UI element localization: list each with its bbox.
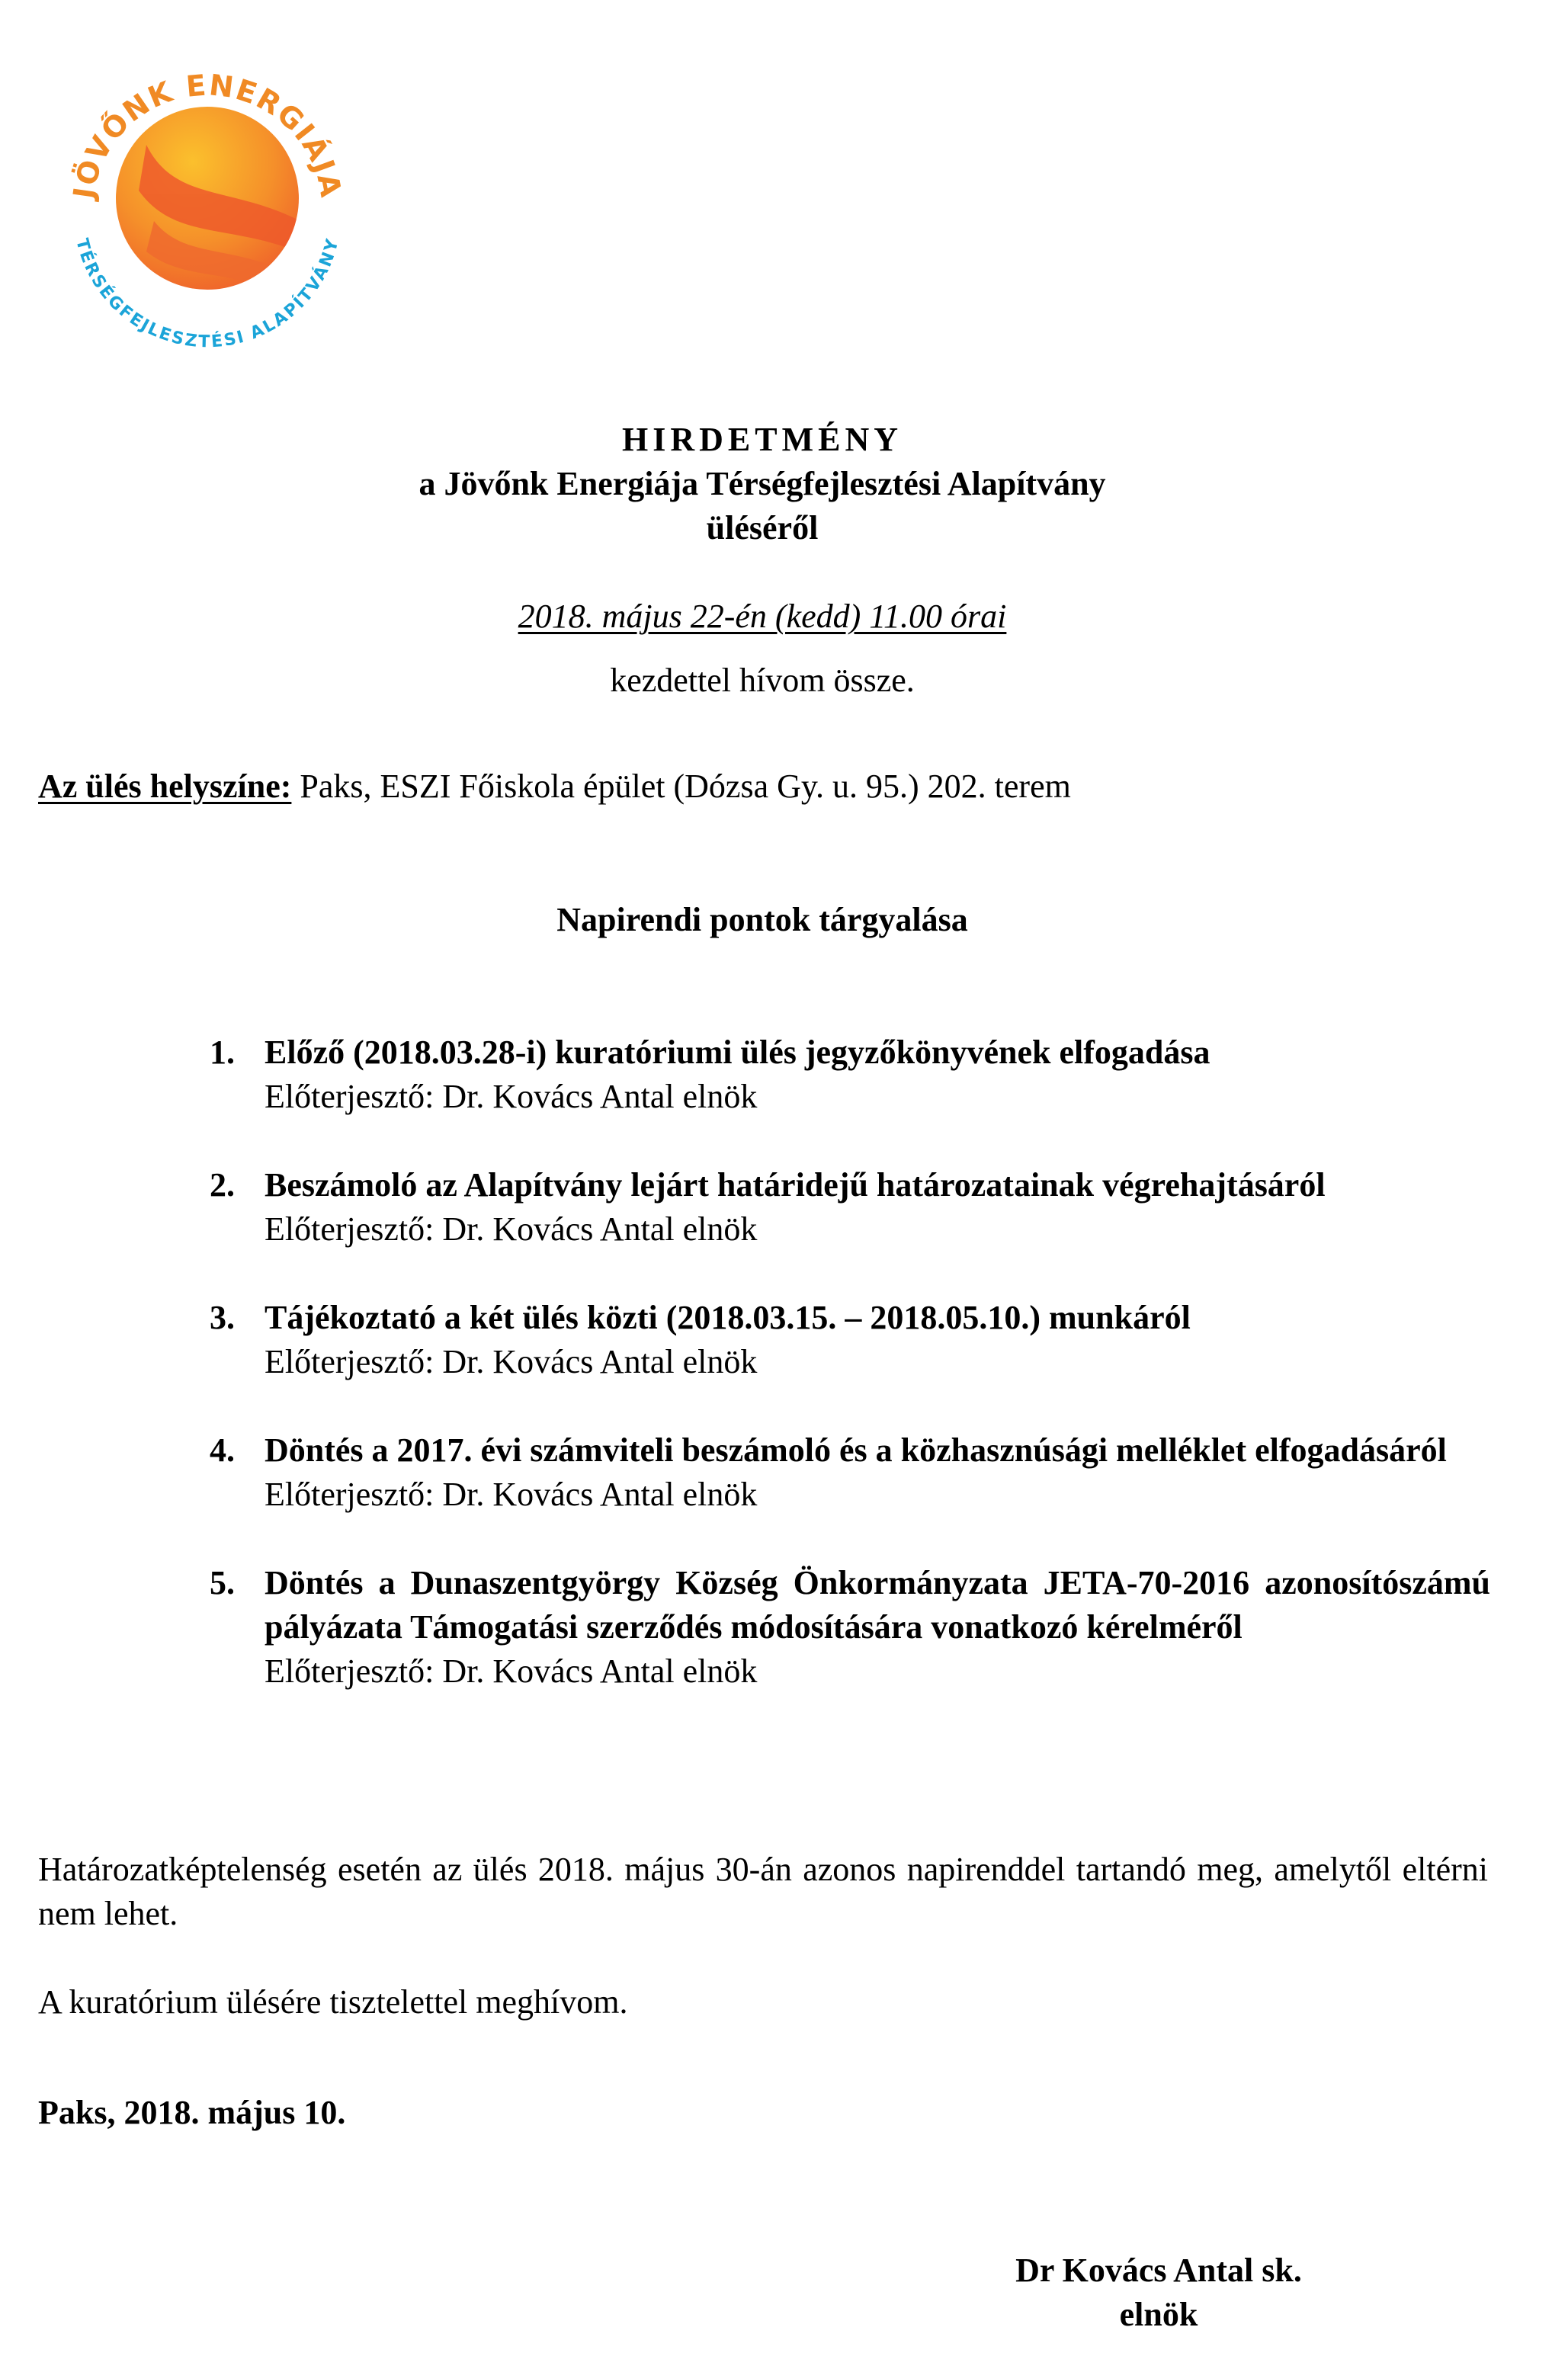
invitation-text: A kuratórium ülésére tisztelettel meghívom. — [38, 1983, 628, 2021]
svg-text:JÖVŐNK ENERGIÁJA: JÖVŐNK ENERGIÁJA — [66, 68, 348, 201]
agenda-item-number: 5. — [210, 1564, 235, 1601]
agenda-item-topic: Döntés a 2017. évi számviteli beszámoló és a közhasznúsági melléklet elfogadásáról — [265, 1431, 1447, 1469]
signature-title: elnök — [1119, 2296, 1198, 2333]
convene-text: kezdettel hívom össze. — [610, 662, 915, 699]
venue-label: Az ülés helyszíne: — [38, 768, 292, 805]
agenda-item-topic: Beszámoló az Alapítvány lejárt határidejű határozatainak végrehajtásáról — [265, 1166, 1326, 1204]
document-subtitle: a Jövőnk Energiája Térségfejlesztési Alapítvány — [418, 465, 1106, 502]
agenda-item-presenter: Előterjesztő: Dr. Kovács Antal elnök — [265, 1476, 758, 1513]
agenda-item-topic: Döntés a Dunaszentgyörgy Község Önkormányzata JETA-70-2016 azonosítószámú pályázata Támogatási szerződés módosítására vonatkozó kérelméről — [265, 1564, 1490, 1646]
meeting-datetime-text: 2018. május 22-én (kedd) 11.00 órai — [518, 598, 1007, 635]
agenda-item-topic: Tájékoztató a két ülés közti (2018.03.15. – 2018.05.10.) munkáról — [265, 1299, 1191, 1336]
agenda-item — [210, 1428, 1490, 1517]
quorum-note: Határozatképtelenség esetén az ülés 2018. május 30-án azonos napirenddel tartandó meg, amelytől eltérni nem lehet. — [38, 1851, 1488, 1932]
place-date: Paks, 2018. május 10. — [38, 2094, 346, 2131]
sun-logo-icon — [40, 30, 375, 366]
agenda-item-number: 4. — [210, 1431, 235, 1469]
document-subtitle-2: üléséről — [706, 509, 819, 547]
agenda-item-number: 2. — [210, 1166, 235, 1204]
meeting-datetime — [0, 595, 1525, 639]
agenda-item-number: 1. — [210, 1034, 235, 1071]
agenda-heading: Napirendi pontok tárgyalása — [556, 901, 968, 938]
agenda-item-presenter: Előterjesztő: Dr. Kovács Antal elnök — [265, 1210, 758, 1248]
agenda-list — [210, 1031, 1490, 1738]
venue-value: Paks, ESZI Főiskola épület (Dózsa Gy. u. 95.) 202. terem — [291, 768, 1071, 805]
agenda-item — [210, 1031, 1490, 1119]
agenda-item-topic: Előző (2018.03.28-i) kuratóriumi ülés jegyzőkönyvének elfogadása — [265, 1034, 1210, 1071]
agenda-item-presenter: Előterjesztő: Dr. Kovács Antal elnök — [265, 1343, 758, 1380]
agenda-item — [210, 1296, 1490, 1384]
foundation-logo — [40, 30, 375, 366]
svg-text:TÉRSÉGFEJLESZTÉSI ALAPÍTVÁNY: TÉRSÉGFEJLESZTÉSI ALAPÍTVÁNY — [72, 236, 343, 352]
agenda-item-presenter: Előterjesztő: Dr. Kovács Antal elnök — [265, 1652, 758, 1690]
agenda-item — [210, 1561, 1490, 1694]
agenda-item — [210, 1163, 1490, 1252]
signature-block — [945, 2249, 1372, 2337]
agenda-item-number: 3. — [210, 1299, 235, 1336]
agenda-item-presenter: Előterjesztő: Dr. Kovács Antal elnök — [265, 1078, 758, 1115]
signature-name: Dr Kovács Antal sk. — [1015, 2252, 1302, 2289]
document-title: HIRDETMÉNY — [621, 421, 903, 458]
meeting-venue — [38, 764, 1071, 809]
